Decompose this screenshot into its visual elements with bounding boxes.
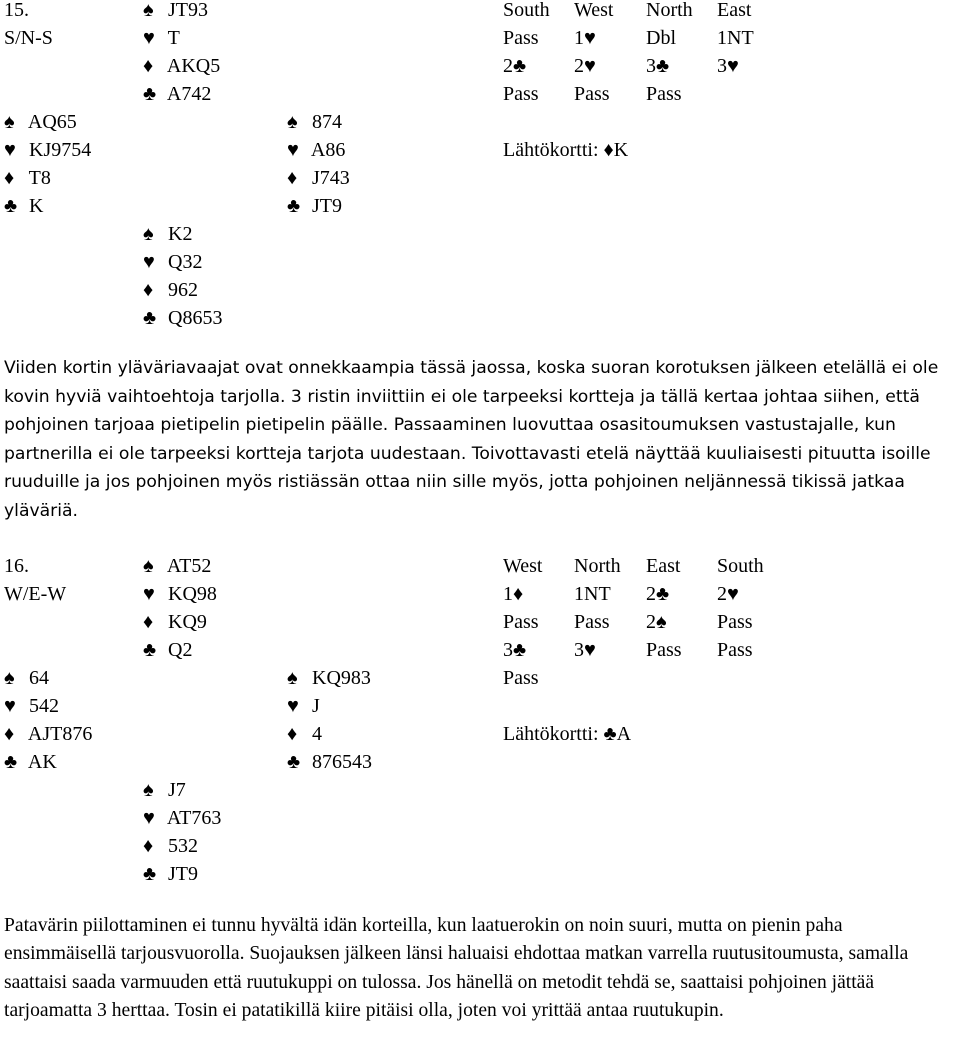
bid-call — [574, 52, 596, 80]
bid-call — [646, 52, 669, 80]
west-clubs: ♣ K — [4, 192, 43, 220]
bid-value: Pass — [574, 83, 610, 105]
bid-value: 3 — [717, 55, 727, 77]
east-clubs: ♣ 876543 — [287, 748, 372, 776]
club-icon: ♣ — [4, 195, 18, 217]
board-number: 15. — [4, 0, 29, 21]
bidding-header: South — [717, 555, 764, 577]
diamond-icon: ♦ — [513, 583, 524, 605]
diamond-icon: ♦ — [4, 167, 15, 189]
club-icon: ♣ — [143, 863, 157, 885]
spade-icon: ♠ — [656, 611, 667, 633]
bid-value: 3 — [503, 639, 513, 661]
north-clubs: ♣ Q2 — [143, 636, 192, 664]
bid-call — [503, 24, 539, 52]
spade-icon: ♠ — [287, 111, 298, 133]
west-hearts: ♥ 542 — [4, 692, 59, 720]
bid-call — [503, 52, 526, 80]
diamond-icon: ♦ — [4, 723, 15, 745]
heart-icon: ♥ — [727, 583, 739, 605]
south-clubs: ♣ Q8653 — [143, 304, 222, 332]
north-hearts: ♥ T — [143, 24, 180, 52]
bid-value: Pass — [574, 611, 610, 633]
bid-call — [717, 636, 753, 664]
club-icon: ♣ — [4, 751, 18, 773]
bid-value: Pass — [646, 639, 682, 661]
opening-lead-label: Lähtökortti: — [503, 723, 604, 745]
north-clubs: ♣ A742 — [143, 80, 211, 108]
spade-icon: ♠ — [143, 0, 154, 21]
heart-icon: ♥ — [143, 27, 155, 49]
heart-icon: ♥ — [584, 27, 596, 49]
bid-call — [503, 608, 539, 636]
heart-icon: ♥ — [727, 55, 739, 77]
bid-call — [574, 636, 596, 664]
bid-value: 2 — [503, 55, 513, 77]
commentary: Patavärin piilottaminen ei tunnu hyvältä idän korteilla, kun laatuerokin on noin suuri, mutta on pienin paha ensimmäisellä tarjousvuorolla. Suojauksen jälkeen länsi haluaisi ehdottaa matkan varrella ruutusitoumusta, samalla saattaisi saada varmuuden että ruutukuppi on tulossa. Jos hänellä on metodit tehdä se, saattaisi pohjoinen jättää tarjoamatta 3 herttaa. Tosin ei patatikillä kiire pitäisi olla, joten voi yrittää antaa ruutukupin. — [4, 915, 909, 1022]
bid-value: 1 — [574, 27, 584, 49]
opening-lead — [503, 136, 628, 164]
west-spades: ♠ 64 — [4, 664, 49, 692]
club-icon: ♣ — [656, 55, 670, 77]
bid-call — [646, 24, 676, 52]
commentary: Viiden kortin yläväriavaajat ovat onnekkaampia tässä jaossa, koska suoran korotuksen jälkeen etelällä ei ole kovin hyviä vaihtoehtoja tarjolla. 3 ristin inviittiin ei ole tarpeeksi kortteja ja tällä kertaa johtaa siihen, että pohjoinen tarjoaa pietipelin pietipelin päälle. Passaaminen luovuttaa osasitoumuksen vastustajalle, kun partnerilla ei ole tarpeeksi kortteja tarjota uudestaan. Toivottavasti etelä näyttää kuuliaisesti pituutta isoille ruuduille ja jos pohjoinen myös ristiässän ottaa niin sille myös, jotta pohjoinen neljännessä tikissä jatkaa yläväriä. — [4, 358, 939, 521]
diamond-icon: ♦ — [143, 279, 154, 301]
opening-lead-card: A — [616, 723, 632, 745]
south-diamonds: ♦ 532 — [143, 832, 198, 860]
south-spades: ♠ J7 — [143, 776, 186, 804]
heart-icon: ♥ — [143, 251, 155, 273]
spade-icon: ♠ — [4, 667, 15, 689]
south-spades: ♠ K2 — [143, 220, 192, 248]
board-number: 16. — [4, 555, 29, 577]
heart-icon: ♥ — [287, 139, 299, 161]
east-spades: ♠ KQ983 — [287, 664, 371, 692]
club-icon: ♣ — [143, 639, 157, 661]
opening-lead-card: K — [613, 139, 629, 161]
bid-call — [574, 580, 611, 608]
east-diamonds: ♦ J743 — [287, 164, 350, 192]
bid-value: Pass — [503, 611, 539, 633]
heart-icon: ♥ — [143, 807, 155, 829]
club-icon: ♣ — [513, 639, 527, 661]
bid-call — [646, 580, 669, 608]
east-clubs: ♣ JT9 — [287, 192, 342, 220]
diamond-icon: ♦ — [287, 723, 298, 745]
bid-call — [503, 636, 526, 664]
club-icon: ♣ — [513, 55, 527, 77]
bid-call — [717, 608, 753, 636]
bid-call — [574, 608, 610, 636]
club-icon: ♣ — [287, 195, 301, 217]
heart-icon: ♥ — [4, 139, 16, 161]
bidding-header: West — [503, 555, 543, 577]
bid-value: Pass — [503, 27, 539, 49]
bid-value: Pass — [717, 639, 753, 661]
heart-icon: ♥ — [4, 695, 16, 717]
diamond-icon: ♦ — [287, 167, 298, 189]
south-clubs: ♣ JT9 — [143, 860, 198, 888]
bid-call — [646, 636, 682, 664]
club-icon: ♣ — [143, 83, 157, 105]
bidding-header: East — [646, 555, 681, 577]
south-hearts: ♥ AT763 — [143, 804, 221, 832]
spade-icon: ♠ — [143, 779, 154, 801]
bid-value: 2 — [646, 583, 656, 605]
opening-lead — [503, 720, 631, 748]
west-diamonds: ♦ AJT876 — [4, 720, 92, 748]
east-diamonds: ♦ 4 — [287, 720, 322, 748]
bid-call — [574, 80, 610, 108]
north-diamonds: ♦ KQ9 — [143, 608, 207, 636]
bid-value: Pass — [503, 667, 539, 689]
dealer-vulnerability: S/N-S — [4, 27, 53, 49]
club-icon: ♣ — [656, 583, 670, 605]
north-spades: ♠ JT93 — [143, 0, 208, 24]
bidding-header: South — [503, 0, 550, 21]
heart-icon: ♥ — [287, 695, 299, 717]
heart-icon: ♥ — [143, 583, 155, 605]
opening-lead-label: Lähtökortti: — [503, 139, 604, 161]
club-icon: ♣ — [143, 307, 157, 329]
bid-value: 1 — [503, 583, 513, 605]
west-diamonds: ♦ T8 — [4, 164, 51, 192]
south-hearts: ♥ Q32 — [143, 248, 202, 276]
south-diamonds: ♦ 962 — [143, 276, 198, 304]
spade-icon: ♠ — [143, 223, 154, 245]
bid-call — [717, 24, 754, 52]
bid-call — [646, 80, 682, 108]
bid-call — [503, 664, 539, 692]
bid-value: 3 — [574, 639, 584, 661]
bid-call — [646, 608, 667, 636]
diamond-icon: ♦ — [143, 611, 154, 633]
east-hearts: ♥ A86 — [287, 136, 345, 164]
east-hearts: ♥ J — [287, 692, 320, 720]
spade-icon: ♠ — [287, 667, 298, 689]
bid-call — [717, 580, 739, 608]
spade-icon: ♠ — [143, 555, 154, 577]
bidding-header: North — [646, 0, 693, 21]
east-spades: ♠ 874 — [287, 108, 342, 136]
north-diamonds: ♦ AKQ5 — [143, 52, 220, 80]
north-hearts: ♥ KQ98 — [143, 580, 217, 608]
bid-value: Pass — [717, 611, 753, 633]
diamond-icon: ♦ — [143, 835, 154, 857]
bidding-header: North — [574, 555, 621, 577]
bid-value: 1NT — [574, 583, 611, 605]
bidding-header: East — [717, 0, 752, 21]
bid-call — [503, 580, 523, 608]
north-spades: ♠ AT52 — [143, 552, 211, 580]
bid-value: Dbl — [646, 27, 676, 49]
spade-icon: ♠ — [4, 111, 15, 133]
diamond-icon: ♦ — [143, 55, 154, 77]
bid-call — [503, 80, 539, 108]
bid-value: 3 — [646, 55, 656, 77]
bid-value: 2 — [717, 583, 727, 605]
bidding-header: West — [574, 0, 614, 21]
bid-call — [717, 52, 739, 80]
club-icon: ♣ — [287, 751, 301, 773]
bid-value: 2 — [646, 611, 656, 633]
club-icon: ♣ — [603, 723, 617, 745]
bid-value: 2 — [574, 55, 584, 77]
west-clubs: ♣ AK — [4, 748, 57, 776]
west-hearts: ♥ KJ9754 — [4, 136, 91, 164]
bid-call — [574, 24, 596, 52]
diamond-icon: ♦ — [603, 139, 614, 161]
dealer-vulnerability: W/E-W — [4, 583, 67, 605]
west-spades: ♠ AQ65 — [4, 108, 77, 136]
bid-value: Pass — [503, 83, 539, 105]
heart-icon: ♥ — [584, 55, 596, 77]
bid-value: Pass — [646, 83, 682, 105]
heart-icon: ♥ — [584, 639, 596, 661]
bid-value: 1NT — [717, 27, 754, 49]
